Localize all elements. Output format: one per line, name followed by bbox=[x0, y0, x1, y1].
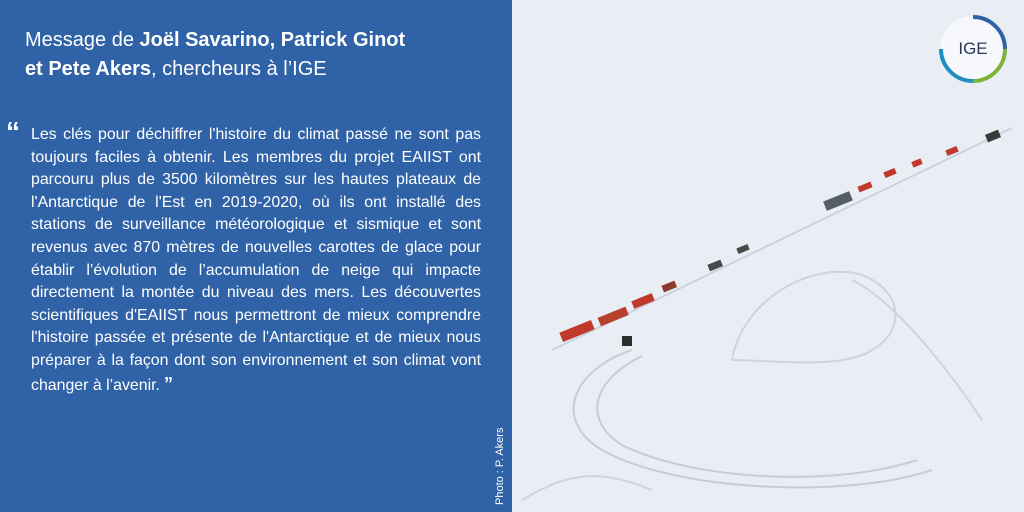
photo-panel bbox=[494, 0, 1024, 512]
header-names-line2: et Pete Akers bbox=[25, 58, 151, 80]
open-quote-mark: “ bbox=[6, 116, 20, 147]
header-names-line1: Joël Savarino, Patrick Ginot bbox=[139, 29, 406, 51]
header-prefix: Message de bbox=[25, 29, 140, 51]
ige-logo bbox=[936, 12, 1010, 86]
photo-credit: Photo : P. Akers bbox=[494, 427, 506, 505]
quote-body bbox=[31, 124, 481, 397]
logo-text: IGE bbox=[958, 39, 988, 58]
close-quote-mark: ” bbox=[163, 373, 173, 394]
quote-text: Les clés pour déchiffrer l'histoire du climat passé ne sont pas toujours faciles à obtenir. Les membres du projet EAIIST ont parcouru plus de 3500 kilomètres sur les hautes plateaux de l'Antarctique de l'Est en 2019-2020, où ils ont installé des stations de surveillance météorologique et sismique et sont revenus avec 870 mètres de nouvelles carottes de glace pour établir l’évolution de l’accumulation de neige qui impacte directement la montée du niveau des mers. Les découvertes scientifiques d'EAIIST nous permettront de mieux comprendre l'histoire passée et présente de l'Antarctique et de mieux nous préparer à la façon dont son environnement et son climat vont changer à l’avenir. bbox=[31, 126, 481, 394]
header-suffix: , chercheurs à l’IGE bbox=[151, 58, 327, 80]
header bbox=[25, 26, 495, 84]
